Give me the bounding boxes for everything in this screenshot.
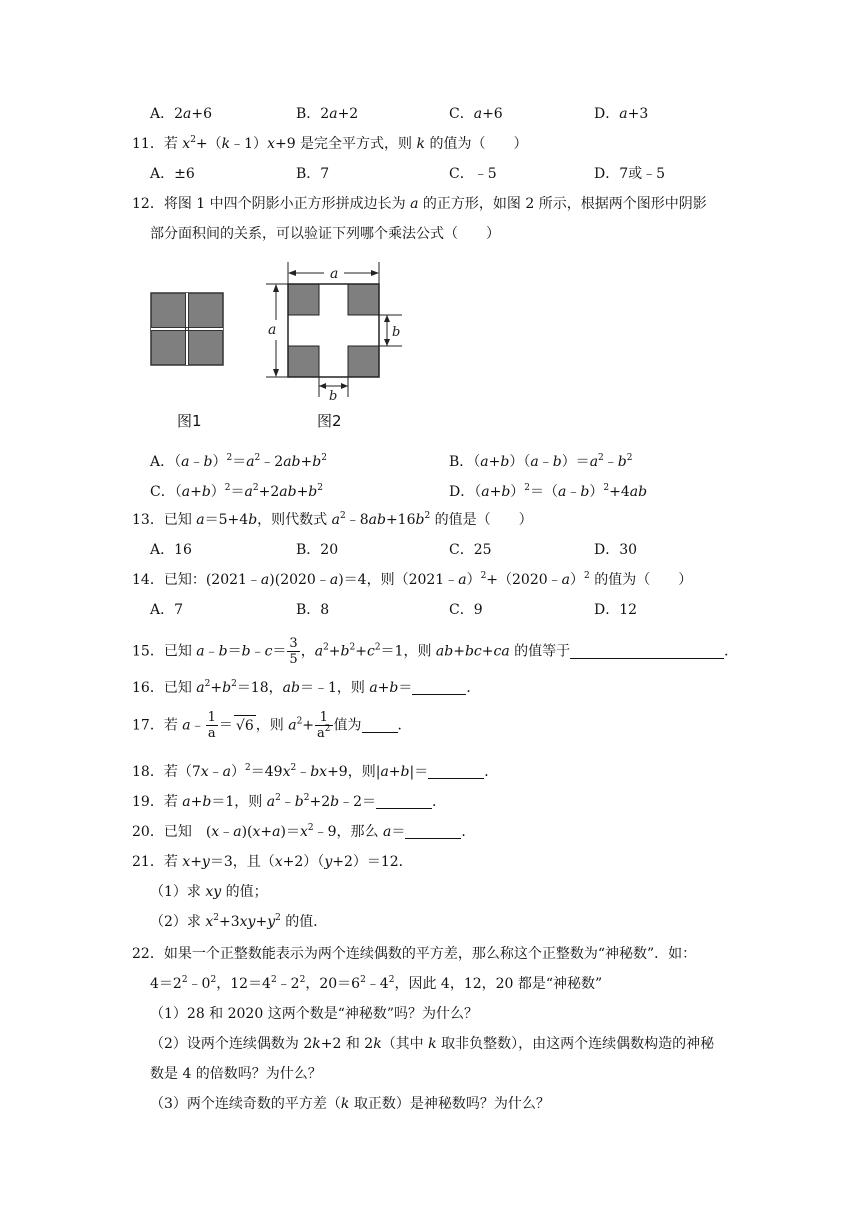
sqrt-6: √6: [234, 715, 256, 736]
q10-option-d: D．a+3: [594, 106, 649, 122]
q11-option-d: D．7或﹣5: [594, 166, 666, 182]
q14-option-d: D．12: [594, 602, 638, 618]
q22-stem: 22．如果一个正整数能表示为两个连续偶数的平方差，那么称这个正整数为“神秘数”．如：: [132, 946, 697, 962]
q10-option-a: A．2a+6: [150, 106, 213, 122]
q16-answer-blank[interactable]: [412, 680, 466, 695]
q13-stem: 13．已知 a＝5+4b，则代数式 $a^2﹣8ab+16b^2$ 的值是（ ）: [132, 511, 533, 528]
q11-option-c: C．﹣5: [449, 166, 497, 182]
figure-2: [258, 252, 418, 412]
figure-2-caption: 图2: [317, 412, 342, 430]
figure-1: [150, 292, 226, 368]
fig2-label-b-right: b: [392, 325, 401, 340]
q22-sub1: （1）28 和 2020 这两个数是“神秘数”吗？为什么？: [150, 1006, 479, 1022]
q22-stem-line2: $4=2^2﹣0^2$，$12=4^2﹣2^2$，$20=6^2﹣4^2$，因此 4，12，20 都是“神秘数”: [150, 975, 603, 992]
q11-option-a: A．±6: [150, 166, 195, 182]
q14-option-c: C．9: [449, 602, 483, 618]
q10-option-b: B．2a+2: [296, 106, 359, 122]
q18-stem: 18．若$(7x﹣a)^2=49x^2﹣bx+9$，则|a+b|＝ ．: [132, 763, 499, 780]
q10-option-c: C．a+6: [449, 106, 503, 122]
fig2-label-b-bottom: b: [329, 389, 338, 404]
q14-option-b: B．8: [296, 602, 330, 618]
q21-sub2: （2）求 $x^2+3xy+y^2$ 的值．: [150, 913, 328, 930]
q11-stem: 11．若 $x^2+(k﹣1)x+9$ 是完全平方式，则 k 的值为（ ）: [132, 135, 528, 152]
fraction-1-a: $\frac{1}{a}$: [207, 710, 216, 741]
fraction-3-5: $\frac{3}{5}$: [289, 636, 298, 667]
q14-stem: 14．已知：(2021﹣a)(2020﹣a)＝4，则（2021﹣a）$^2$+（2020﹣a）$^2$ 的值为（ ）: [132, 571, 693, 588]
q21-stem: 21．若 x+y＝3，且（x+2）（y+2）＝12．: [132, 854, 413, 870]
q12-option-d: D．$(a+b)^2=(a﹣b)^2+4ab$: [449, 483, 648, 500]
q12-option-a: A．$(a﹣b)^2=a^2﹣2ab+b^2$: [150, 453, 327, 470]
q12-option-b: B．$(a+b)(a﹣b)=a^2﹣b^2$: [449, 453, 633, 470]
q20-answer-blank[interactable]: [405, 824, 461, 839]
q13-option-b: B．20: [296, 542, 339, 558]
fig2-label-a-top: a: [330, 266, 339, 282]
q22-sub3: （3）两个连续奇数的平方差（k 取正数）是神秘数吗？为什么？: [150, 1096, 550, 1112]
q13-option-c: C．25: [449, 542, 492, 558]
q22-sub2-line2: 数是 4 的倍数吗？为什么？: [150, 1066, 322, 1082]
figure-1-caption: 图1: [177, 412, 202, 430]
q12-stem-line2: 部分面积间的关系，可以验证下列哪个乘法公式（ ）: [150, 226, 500, 242]
q21-sub1: （1）求 xy 的值；: [150, 884, 268, 900]
q17-answer-blank[interactable]: [362, 718, 398, 733]
q13-option-d: D．30: [594, 542, 638, 558]
q14-option-a: A．7: [150, 602, 184, 618]
fraction-1-a2: $\frac{1}{a^2}$: [317, 710, 331, 741]
q11-option-b: B．7: [296, 166, 330, 182]
q22-sub2: （2）设两个连续偶数为 2k+2 和 2k（其中 k 取非负整数），由这两个连续偶数构造的神秘: [150, 1036, 715, 1052]
q20-stem: 20．已知 $(x﹣a)(x+a)=x^2﹣9$，那么 a＝ ．: [132, 823, 476, 840]
q19-answer-blank[interactable]: [376, 794, 432, 809]
q15-answer-blank[interactable]: [570, 644, 724, 659]
q12-stem: 12．将图 1 中四个阴影小正方形拼成边长为 a 的正方形，如图 2 所示，根据两个图形中阴影: [132, 196, 707, 212]
q16-stem: 16．已知 $a^2+b^2=18$，ab＝﹣1，则 a+b＝ ．: [132, 679, 481, 696]
q13-option-a: A．16: [150, 542, 192, 558]
q12-option-c: C．$(a+b)^2=a^2+2ab+b^2$: [150, 483, 323, 500]
q19-stem: 19．若 a+b＝1，则 $a^2﹣b^2+2b﹣2=$ ．: [132, 793, 447, 810]
q15-stem: 15．已知 a﹣b＝b﹣c＝ $\frac{3}{5}$ ，$a^2+b^2+c^2=1$，则 ab+bc+ca 的值等于 ．: [132, 636, 739, 667]
fig2-label-a-left: a: [268, 322, 277, 338]
q17-stem: 17．若 a﹣ $\frac{1}{a}$ ＝ √6 ，则 $a^2+$ $\frac{1}{a^2}$ 值为 ．: [132, 710, 412, 741]
q18-answer-blank[interactable]: [428, 764, 484, 779]
